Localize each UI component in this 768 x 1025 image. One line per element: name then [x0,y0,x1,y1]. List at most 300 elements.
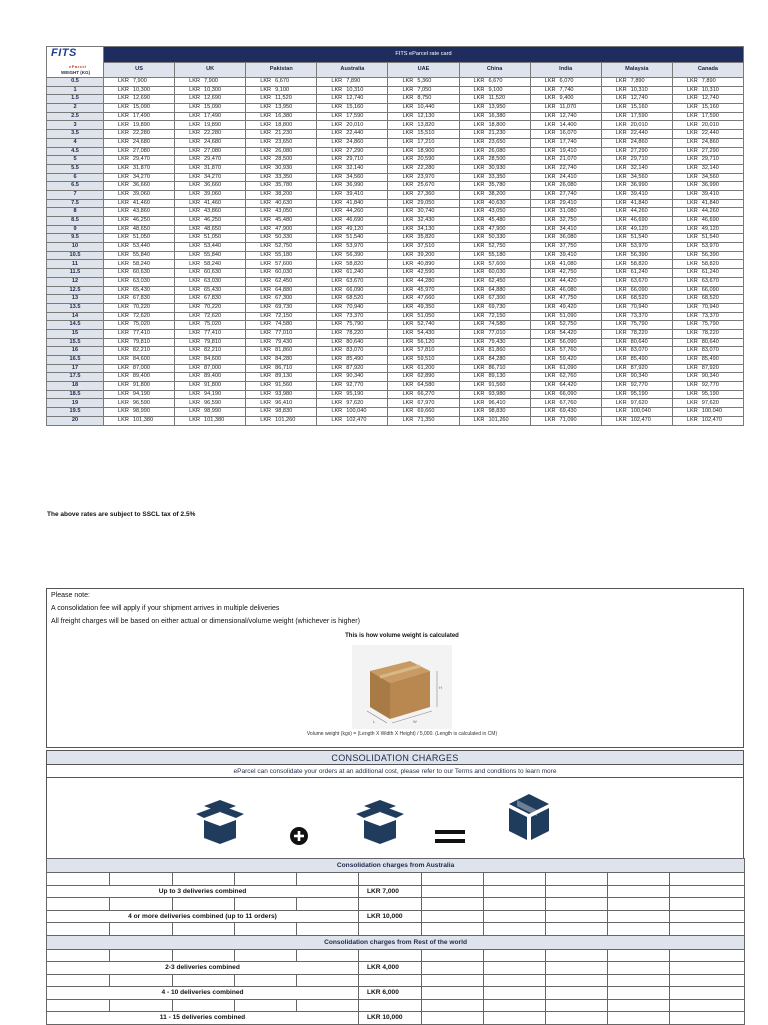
rate-cell: LKR 46,250 [175,217,246,226]
rate-cell: LKR 45,480 [246,217,317,226]
rate-cell: LKR 35,780 [246,182,317,191]
rate-cell: LKR 90,340 [317,373,388,382]
rate-cell: LKR 58,820 [672,260,743,269]
rate-cell: LKR 15,160 [601,104,672,113]
rate-cell: LKR 36,990 [317,182,388,191]
charge-label: Up to 3 deliveries combined [47,885,359,898]
section-heading: Consolidation charges from Australia [47,859,745,873]
rate-cell: LKR 34,410 [530,225,601,234]
rate-cell: LKR 69,730 [459,303,530,312]
rate-cell: LKR 96,410 [459,399,530,408]
weight-cell: 18.5 [47,390,104,399]
grid-cell [608,1012,670,1025]
volume-figure-title: This is how volume weight is calculated [345,633,459,639]
volume-formula-caption: Volume weight (kgs) = (Length X Width X Height) / 5,000. (Length is calculated in CM) [306,731,498,737]
rate-cell: LKR 41,840 [601,199,672,208]
rate-cell: LKR 84,600 [175,356,246,365]
rate-cell: LKR 67,300 [459,295,530,304]
weight-cell: 11 [47,260,104,269]
grid-cell [608,962,670,975]
weight-cell: 5 [47,156,104,165]
grid-cell [422,974,484,987]
rate-cell: LKR 22,440 [672,130,743,139]
weight-cell: 6 [47,173,104,182]
rate-cell: LKR 14,400 [530,121,601,130]
grid-cell [422,898,484,911]
grid-cell [422,873,484,886]
rate-cell: LKR 24,860 [317,138,388,147]
rate-cell: LKR 41,460 [104,199,175,208]
rate-cell: LKR 29,710 [317,156,388,165]
rate-cell: LKR 78,220 [672,329,743,338]
rate-cell: LKR 57,810 [388,347,459,356]
table-row [47,190,744,199]
grid-cell [110,949,173,962]
rate-cell: LKR 24,680 [104,138,175,147]
rate-cell: LKR 24,410 [530,173,601,182]
charge-label: 4 - 10 deliveries combined [47,987,359,1000]
rate-cell: LKR 46,690 [317,217,388,226]
grid-cell [422,987,484,1000]
grid-cell [422,885,484,898]
grid-cell [670,962,745,975]
rate-cell: LKR 83,070 [317,347,388,356]
rate-cell: LKR 21,070 [530,156,601,165]
rate-table-body [47,78,744,426]
grid-cell [484,999,546,1012]
rate-cell: LKR 58,240 [175,260,246,269]
rate-cell: LKR 27,080 [175,147,246,156]
table-row [47,416,744,425]
table-row [47,269,744,278]
grid-cell [297,923,359,936]
weight-cell: 1.5 [47,95,104,104]
rate-cell: LKR 39,060 [104,190,175,199]
rate-cell: LKR 46,690 [672,217,743,226]
grid-cell [670,923,745,936]
rate-cell: LKR 53,440 [104,243,175,252]
rate-cell: LKR 16,380 [459,112,530,121]
rate-cell: LKR 53,440 [175,243,246,252]
rate-cell: LKR 96,590 [104,399,175,408]
rate-cell: LKR 64,880 [459,286,530,295]
grid-cell [546,885,608,898]
rate-cell: LKR 84,280 [246,356,317,365]
rate-cell: LKR 102,470 [317,416,388,425]
rate-cell: LKR 10,300 [104,86,175,95]
rate-cell: LKR 77,010 [246,329,317,338]
rate-cell: LKR 34,130 [388,225,459,234]
rate-cell: LKR 44,260 [672,208,743,217]
rate-cell: LKR 58,240 [104,260,175,269]
rate-cell: LKR 62,890 [388,373,459,382]
grid-cell [297,898,359,911]
rate-cell: LKR 80,640 [672,338,743,347]
rate-cell: LKR 39,410 [601,190,672,199]
rate-cell: LKR 25,670 [388,182,459,191]
rate-cell: LKR 64,580 [388,382,459,391]
rate-cell: LKR 31,080 [530,208,601,217]
grid-cell [608,885,670,898]
rate-cell: LKR 37,750 [530,243,601,252]
rate-cell: LKR 31,870 [104,164,175,173]
rate-cell: LKR 49,120 [672,225,743,234]
rate-cell: LKR 5,360 [388,78,459,87]
rate-cell: LKR 51,540 [601,234,672,243]
charge-row [47,962,745,975]
rate-cell: LKR 68,520 [672,295,743,304]
rate-cell: LKR 10,310 [317,86,388,95]
grid-cell [670,987,745,1000]
tax-note: The above rates are subject to SSCL tax of 2.5% [47,511,196,518]
notes-box [46,588,744,748]
fits-logo: FITS eParcel [51,47,87,69]
rate-cell: LKR 35,820 [388,234,459,243]
rate-cell: LKR 59,510 [388,356,459,365]
rate-card-title: FITS eParcel rate card [104,47,744,63]
country-header: Malaysia [601,62,672,78]
rate-cell: LKR 51,540 [317,234,388,243]
grid-cell [422,999,484,1012]
grid-cell [173,923,235,936]
rate-cell: LKR 41,840 [317,199,388,208]
grid-cell [484,923,546,936]
rate-cell: LKR 81,860 [246,347,317,356]
table-row [47,303,744,312]
grid-cell [608,987,670,1000]
rate-cell: LKR 23,650 [246,138,317,147]
rate-cell: LKR 15,160 [317,104,388,113]
rate-cell: LKR 27,290 [317,147,388,156]
country-header: US [104,62,175,78]
rate-cell: LKR 29,470 [175,156,246,165]
rate-cell: LKR 23,970 [388,173,459,182]
rate-cell: LKR 40,890 [388,260,459,269]
table-row [47,277,744,286]
rate-cell: LKR 98,990 [104,408,175,417]
table-row [47,156,744,165]
rate-cell: LKR 22,280 [388,164,459,173]
rate-cell: LKR 70,940 [601,303,672,312]
rate-cell: LKR 30,930 [459,164,530,173]
rate-cell: LKR 20,010 [672,121,743,130]
weight-cell: 20 [47,416,104,425]
rate-cell: LKR 34,560 [317,173,388,182]
rate-cell: LKR 26,080 [459,147,530,156]
logo-cell [47,47,104,78]
rate-cell: LKR 39,410 [530,251,601,260]
rate-cell: LKR 8,750 [388,95,459,104]
rate-cell: LKR 19,890 [104,121,175,130]
rate-cell: LKR 83,070 [601,347,672,356]
rate-cell: LKR 36,990 [672,182,743,191]
weight-cell: 13 [47,295,104,304]
rate-cell: LKR 86,710 [459,364,530,373]
rate-cell: LKR 43,860 [104,208,175,217]
table-row [47,373,744,382]
section-heading: Consolidation charges from Rest of the world [47,935,745,949]
grid-cell [484,1012,546,1025]
rate-cell: LKR 61,240 [601,269,672,278]
grid-cell [297,974,359,987]
rate-cell: LKR 85,490 [317,356,388,365]
rate-cell: LKR 62,760 [530,373,601,382]
rate-cell: LKR 15,160 [672,104,743,113]
weight-cell: 6.5 [47,182,104,191]
consolidation-section [46,750,744,1025]
rate-cell: LKR 38,200 [459,190,530,199]
rate-cell: LKR 7,890 [672,78,743,87]
rate-cell: LKR 40,630 [246,199,317,208]
rate-cell: LKR 7,900 [104,78,175,87]
country-header: India [530,62,601,78]
rate-cell: LKR 89,130 [459,373,530,382]
grid-cell [484,910,546,923]
rate-cell: LKR 95,190 [672,390,743,399]
rate-cell: LKR 64,880 [246,286,317,295]
rate-cell: LKR 75,790 [672,321,743,330]
rate-cell: LKR 73,370 [601,312,672,321]
rate-cell: LKR 6,670 [459,78,530,87]
rate-cell: LKR 47,900 [246,225,317,234]
rate-cell: LKR 53,970 [601,243,672,252]
rate-cell: LKR 60,630 [104,269,175,278]
rate-cell: LKR 85,490 [672,356,743,365]
rate-cell: LKR 45,970 [388,286,459,295]
rate-cell: LKR 51,540 [672,234,743,243]
grid-cell [235,999,297,1012]
grid-cell [47,898,110,911]
rate-cell: LKR 70,220 [104,303,175,312]
rate-cell: LKR 29,410 [530,199,601,208]
weight-cell: 15 [47,329,104,338]
grid-cell [484,885,546,898]
weight-cell: 12 [47,277,104,286]
rate-cell: LKR 91,560 [459,382,530,391]
rate-cell: LKR 52,750 [459,243,530,252]
rate-cell: LKR 46,250 [104,217,175,226]
rate-cell: LKR 44,260 [317,208,388,217]
rate-cell: LKR 7,900 [175,78,246,87]
weight-cell: 14 [47,312,104,321]
rate-cell: LKR 56,120 [388,338,459,347]
country-header: Pakistan [246,62,317,78]
rate-cell: LKR 87,920 [317,364,388,373]
rate-cell: LKR 87,000 [104,364,175,373]
table-row [47,86,744,95]
weight-cell: 17.5 [47,373,104,382]
rate-cell: LKR 44,280 [388,277,459,286]
grid-row [47,949,745,962]
rate-cell: LKR 10,300 [175,86,246,95]
grid-cell [670,999,745,1012]
grid-cell [422,1012,484,1025]
grid-cell [546,910,608,923]
consolidation-subtitle: eParcel can consolidate your orders at an additional cost, please refer to our Terms and conditions to learn more [46,765,744,778]
rate-cell: LKR 97,620 [317,399,388,408]
rate-cell: LKR 57,600 [459,260,530,269]
table-row [47,104,744,113]
weight-cell: 10 [47,243,104,252]
table-row [47,329,744,338]
rate-cell: LKR 55,840 [175,251,246,260]
weight-cell: 4.5 [47,147,104,156]
rate-cell: LKR 71,090 [530,416,601,425]
grid-cell [359,923,422,936]
rate-cell: LKR 46,080 [530,286,601,295]
rate-cell: LKR 34,560 [601,173,672,182]
rate-cell: LKR 32,140 [672,164,743,173]
rate-cell: LKR 60,630 [175,269,246,278]
rate-cell: LKR 58,820 [601,260,672,269]
rate-cell: LKR 31,870 [175,164,246,173]
grid-cell [173,873,235,886]
rate-cell: LKR 69,430 [530,408,601,417]
rate-cell: LKR 96,590 [175,399,246,408]
rate-cell: LKR 79,810 [175,338,246,347]
rate-cell: LKR 57,600 [246,260,317,269]
rate-cell: LKR 15,090 [104,104,175,113]
weight-cell: 16.5 [47,356,104,365]
weight-cell: 8.5 [47,217,104,226]
consolidation-title: CONSOLIDATION CHARGES [46,750,744,765]
rate-cell: LKR 69,730 [246,303,317,312]
rate-cell: LKR 17,590 [672,112,743,121]
rate-cell: LKR 93,980 [246,390,317,399]
rate-cell: LKR 75,020 [104,321,175,330]
rate-cell: LKR 13,820 [388,121,459,130]
rate-cell: LKR 91,800 [104,382,175,391]
rate-cell: LKR 75,790 [317,321,388,330]
rate-cell: LKR 57,760 [530,347,601,356]
rate-cell: LKR 17,490 [175,112,246,121]
rate-cell: LKR 68,520 [601,295,672,304]
weight-cell: 17 [47,364,104,373]
rate-cell: LKR 27,360 [388,190,459,199]
grid-cell [670,910,745,923]
grid-cell [546,987,608,1000]
rate-cell: LKR 20,590 [388,156,459,165]
rate-cell: LKR 10,310 [601,86,672,95]
rate-cell: LKR 92,770 [672,382,743,391]
rate-cell: LKR 63,670 [317,277,388,286]
rate-cell: LKR 61,090 [530,364,601,373]
rate-cell: LKR 77,010 [459,329,530,338]
rate-cell: LKR 70,940 [672,303,743,312]
rate-cell: LKR 73,370 [672,312,743,321]
grid-cell [359,898,422,911]
note-line-1: A consolidation fee will apply if your shipment arrives in multiple deliveries [51,605,280,612]
rate-cell: LKR 34,270 [175,173,246,182]
table-row [47,408,744,417]
open-box-icon [356,800,404,844]
rate-cell: LKR 9,100 [246,86,317,95]
height-label: H [439,685,442,690]
rate-cell: LKR 58,820 [317,260,388,269]
rate-cell: LKR 42,750 [530,269,601,278]
rate-cell: LKR 29,710 [672,156,743,165]
rate-cell: LKR 45,480 [459,217,530,226]
table-row [47,164,744,173]
rate-cell: LKR 38,200 [246,190,317,199]
rate-table [46,46,744,426]
rate-cell: LKR 95,190 [317,390,388,399]
rate-cell: LKR 70,220 [175,303,246,312]
rate-cell: LKR 42,590 [388,269,459,278]
grid-cell [297,873,359,886]
rate-cell: LKR 101,380 [104,416,175,425]
rate-cell: LKR 60,030 [459,269,530,278]
rate-cell: LKR 91,560 [246,382,317,391]
table-row [47,95,744,104]
grid-cell [110,999,173,1012]
table-row [47,356,744,365]
grid-cell [546,873,608,886]
rate-cell: LKR 39,410 [317,190,388,199]
charge-row [47,1012,745,1025]
table-row [47,130,744,139]
rate-cell: LKR 41,080 [530,260,601,269]
rate-cell: LKR 51,050 [104,234,175,243]
rate-cell: LKR 13,950 [459,104,530,113]
rate-cell: LKR 55,840 [104,251,175,260]
rate-cell: LKR 22,440 [601,130,672,139]
rate-cell: LKR 18,900 [388,147,459,156]
rate-cell: LKR 29,710 [601,156,672,165]
rate-cell: LKR 12,740 [672,95,743,104]
rate-cell: LKR 24,860 [601,138,672,147]
rate-cell: LKR 79,810 [104,338,175,347]
grid-cell [359,873,422,886]
rate-cell: LKR 63,670 [601,277,672,286]
grid-cell [484,987,546,1000]
grid-cell [235,898,297,911]
rate-cell: LKR 7,890 [317,78,388,87]
grid-cell [608,873,670,886]
rate-cell: LKR 7,740 [530,86,601,95]
weight-cell: 12.5 [47,286,104,295]
charge-amount: LKR 10,000 [359,910,422,923]
grid-cell [359,999,422,1012]
rate-cell: LKR 6,670 [246,78,317,87]
rate-cell: LKR 80,640 [601,338,672,347]
grid-cell [47,949,110,962]
grid-cell [47,873,110,886]
rate-cell: LKR 10,440 [388,104,459,113]
rate-cell: LKR 66,090 [672,286,743,295]
rate-cell: LKR 101,380 [175,416,246,425]
rate-cell: LKR 92,770 [317,382,388,391]
table-row [47,147,744,156]
rate-cell: LKR 24,680 [175,138,246,147]
rate-cell: LKR 32,140 [317,164,388,173]
rate-cell: LKR 87,920 [672,364,743,373]
rate-cell: LKR 75,020 [175,321,246,330]
table-row [47,182,744,191]
grid-cell [546,999,608,1012]
rate-cell: LKR 48,650 [175,225,246,234]
rate-cell: LKR 72,150 [459,312,530,321]
grid-cell [608,923,670,936]
rate-cell: LKR 24,860 [672,138,743,147]
rate-cell: LKR 36,660 [175,182,246,191]
rate-cell: LKR 44,260 [601,208,672,217]
weight-cell: 4 [47,138,104,147]
rate-cell: LKR 91,800 [175,382,246,391]
charge-amount: LKR 7,000 [359,885,422,898]
rate-cell: LKR 21,230 [459,130,530,139]
rate-cell: LKR 72,620 [104,312,175,321]
